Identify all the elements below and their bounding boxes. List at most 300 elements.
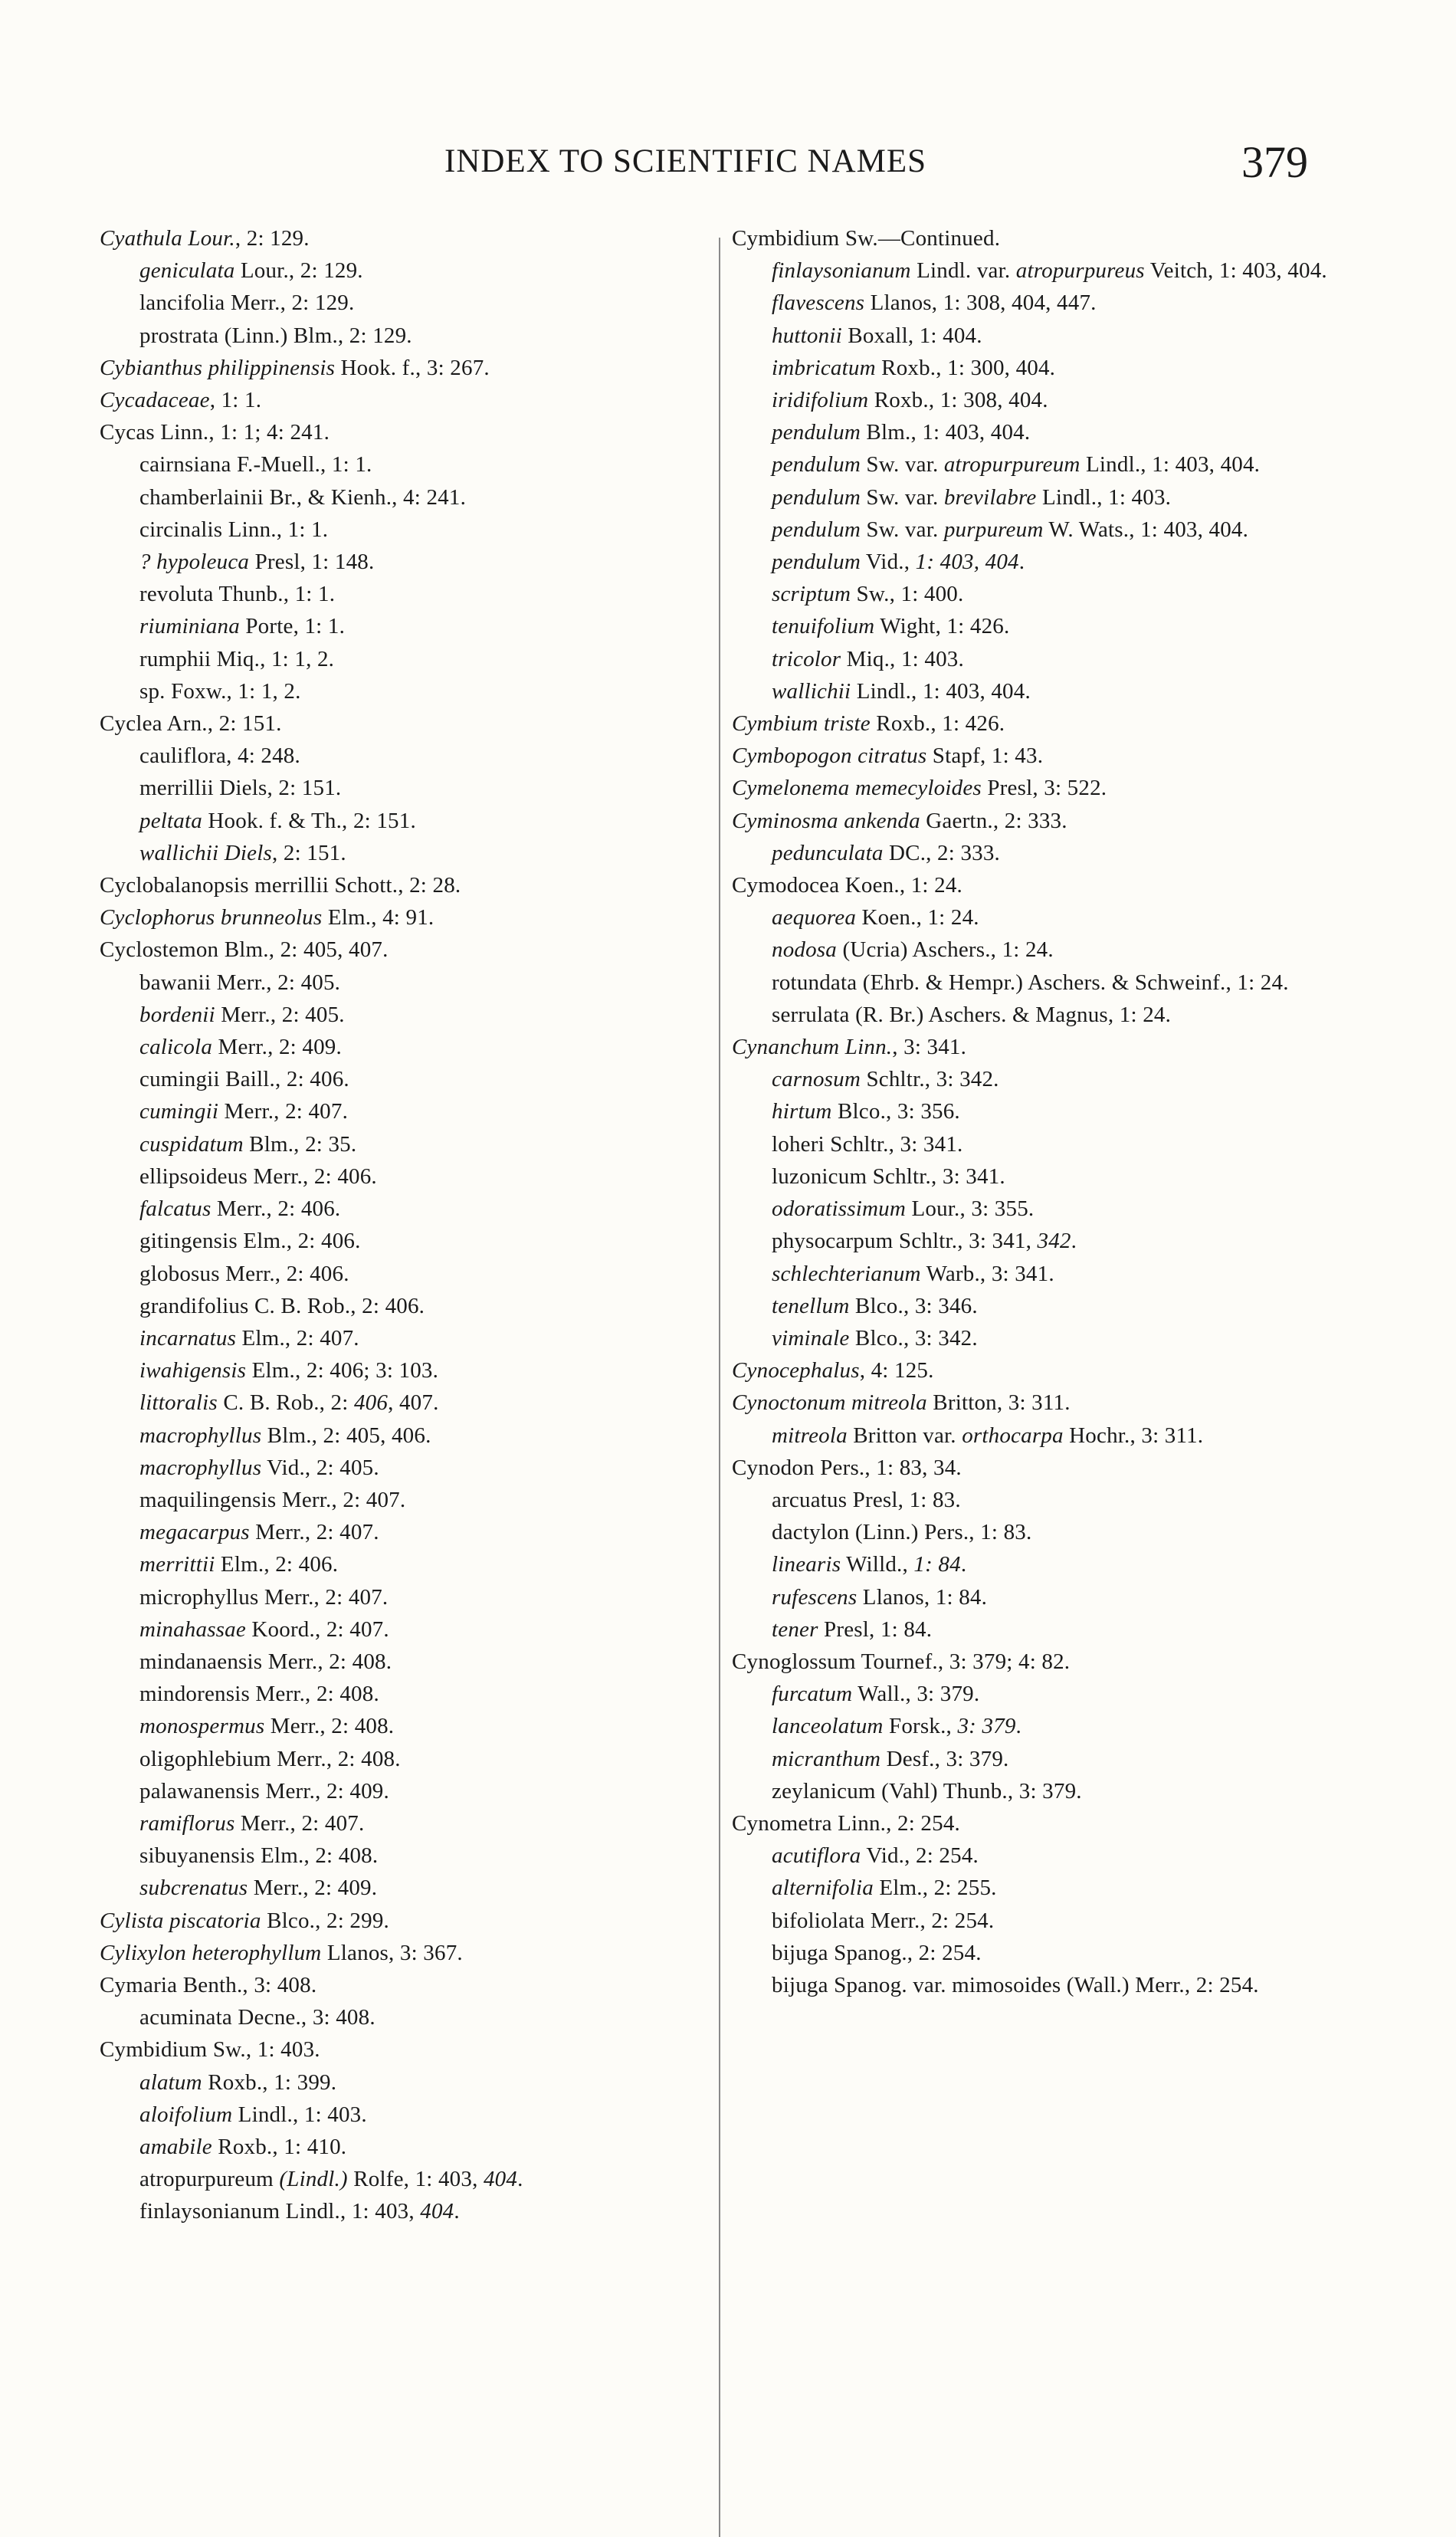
index-entry	[100, 901, 713, 934]
entry-text: DC., 2: 333.	[883, 840, 1001, 865]
index-subentry	[100, 1775, 713, 1807]
entry-text: Cylista piscatoria	[100, 1908, 261, 1933]
entry-text: Merr., 2: 409.	[212, 1035, 342, 1060]
entry-text: Cylixylon heterophyllum	[100, 1940, 322, 1965]
index-subentry	[732, 1840, 1345, 1872]
entry-text: Cynocephalus	[732, 1358, 860, 1383]
index-subentry	[732, 1872, 1345, 1904]
entry-text: odoratissimum	[772, 1196, 907, 1222]
entry-text: Cymodocea Koen., 1: 24.	[732, 873, 962, 898]
entry-text: geniculata	[139, 258, 235, 284]
index-subentry	[732, 934, 1345, 966]
entry-text: Blco., 2: 299.	[261, 1908, 389, 1933]
entry-text: merrillii Diels, 2: 151.	[139, 776, 342, 801]
entry-text: Lindl., 1: 403.	[232, 2102, 367, 2127]
index-subentry	[732, 1063, 1345, 1095]
entry-text: bijuga Spanog. var. mimosoides (Wall.) Merr., 2: 254.	[772, 1972, 1259, 1997]
entry-text: microphyllus Merr., 2: 407.	[139, 1584, 389, 1610]
entry-text: subcrenatus	[139, 1876, 248, 1901]
entry-text: Cynometra Linn., 2: 254.	[732, 1810, 960, 1836]
entry-text: loheri Schltr., 3: 341.	[772, 1131, 963, 1157]
entry-text: Wall., 3: 379.	[852, 1682, 980, 1707]
index-entry	[100, 707, 713, 740]
index-entry	[100, 934, 713, 966]
entry-text: acutiflora	[772, 1843, 861, 1869]
index-subentry	[100, 772, 713, 804]
entry-text: alatum	[139, 2069, 202, 2095]
index-entry	[100, 222, 713, 254]
index-subentry	[732, 448, 1345, 481]
index-subentry	[100, 967, 713, 999]
index-subentry	[732, 1225, 1345, 1257]
entry-text: scriptum	[772, 582, 851, 607]
index-subentry	[732, 610, 1345, 642]
entry-text: Sw. var.	[860, 484, 944, 510]
index-subentry	[100, 740, 713, 772]
index-entry	[100, 2033, 713, 2066]
entry-text: 342	[1037, 1229, 1071, 1254]
entry-text: Desf., 3: 379.	[880, 1746, 1009, 1771]
entry-text: , 407.	[388, 1390, 439, 1416]
entry-text: prostrata (Linn.) Blm., 2: 129.	[139, 323, 412, 348]
entry-text: , 1: 1.	[209, 388, 262, 413]
entry-text: calicola	[139, 1035, 213, 1060]
entry-text: Blco., 3: 356.	[831, 1099, 960, 1124]
entry-text: tricolor	[772, 646, 841, 671]
entry-text: tenellum	[772, 1293, 850, 1318]
index-subentry	[100, 1160, 713, 1193]
entry-text: Presl, 1: 148.	[249, 550, 375, 575]
index-subentry	[732, 287, 1345, 319]
entry-text: Blco., 3: 346.	[849, 1293, 978, 1318]
index-entry	[732, 707, 1345, 740]
entry-text: Merr., 2: 405.	[215, 1002, 345, 1027]
index-subentry	[732, 1258, 1345, 1290]
index-entry	[100, 1905, 713, 1937]
index-subentry	[100, 1710, 713, 1742]
entry-text: Forsk.,	[883, 1714, 958, 1739]
entry-text: Cymbopogon citratus	[732, 743, 927, 769]
entry-text: pedunculata	[772, 840, 884, 865]
index-subentry	[732, 1548, 1345, 1580]
entry-text: dactylon (Linn.) Pers., 1: 83.	[772, 1520, 1032, 1545]
entry-text: pendulum	[772, 550, 861, 575]
index-subentry	[100, 578, 713, 610]
entry-text: cumingii	[139, 1099, 219, 1124]
index-subentry	[100, 837, 713, 869]
entry-text: Vid., 2: 405.	[261, 1455, 379, 1480]
index-subentry	[100, 999, 713, 1031]
entry-text: Sw. var.	[860, 452, 944, 478]
index-entry	[732, 805, 1345, 837]
entry-text: , 3: 341.	[892, 1035, 967, 1060]
entry-text: Britton var.	[847, 1423, 962, 1448]
entry-text: atropurpureum	[943, 452, 1081, 478]
entry-text: Lindl., 1: 403.	[1036, 484, 1172, 510]
index-subentry	[100, 2195, 713, 2227]
entry-text: finlaysonianum	[772, 258, 911, 284]
index-entry	[732, 869, 1345, 901]
entry-text: Cynoctonum mitreola	[732, 1390, 927, 1416]
entry-text: bijuga Spanog., 2: 254.	[772, 1940, 982, 1965]
entry-text: zeylanicum (Vahl) Thunb., 3: 379.	[772, 1778, 1082, 1803]
entry-text: Blm., 2: 405, 406.	[261, 1423, 431, 1448]
entry-text: hirtum	[772, 1099, 832, 1124]
index-subentry	[100, 481, 713, 514]
index-subentry	[100, 320, 713, 352]
index-subentry	[100, 1581, 713, 1613]
entry-text: micranthum	[772, 1746, 881, 1771]
entry-text: grandifolius C. B. Rob., 2: 406.	[139, 1293, 425, 1318]
index-subentry	[100, 2099, 713, 2131]
index-subentry	[732, 384, 1345, 416]
entry-text: nodosa	[772, 937, 837, 963]
entry-text: flavescens	[772, 290, 865, 316]
entry-text: iwahigensis	[139, 1358, 247, 1383]
entry-text: carnosum	[772, 1067, 861, 1092]
entry-text: Cyclea Arn., 2: 151.	[100, 711, 282, 737]
entry-text: Miq., 1: 403.	[841, 646, 964, 671]
entry-text: sp. Foxw., 1: 1, 2.	[139, 678, 301, 704]
entry-text: Roxb., 1: 410.	[212, 2134, 347, 2159]
entry-text: .	[1018, 550, 1025, 575]
entry-text: cumingii Baill., 2: 406.	[139, 1067, 349, 1092]
index-subentry	[732, 578, 1345, 610]
index-subentry	[100, 254, 713, 287]
entry-text: Elm., 4: 91.	[322, 905, 435, 930]
index-subentry	[100, 1225, 713, 1257]
entry-text: Blm., 1: 403, 404.	[860, 420, 1031, 445]
entry-text: Cyathula	[100, 226, 182, 251]
running-title: INDEX TO SCIENTIFIC NAMES	[444, 143, 927, 179]
entry-text: gitingensis Elm., 2: 406.	[139, 1229, 361, 1254]
entry-text: Presl, 1: 84.	[818, 1616, 933, 1642]
index-subentry	[732, 837, 1345, 869]
entry-text: finlaysonianum Lindl., 1: 403,	[139, 2199, 421, 2224]
entry-text: Cymelonema memecyloides	[732, 776, 982, 801]
entry-text: Sw., 1: 400.	[851, 582, 964, 607]
index-column-right	[732, 222, 1345, 2001]
entry-text: tenuifolium	[772, 614, 875, 639]
index-subentry	[732, 967, 1345, 999]
index-subentry	[100, 1322, 713, 1354]
entry-text: tener	[772, 1616, 818, 1642]
entry-text: bordenii	[139, 1002, 215, 1027]
entry-text: Hook. f. & Th., 2: 151.	[202, 808, 416, 833]
page-number: 379	[1241, 137, 1308, 187]
entry-text: merrittii	[139, 1552, 215, 1577]
entry-text: (Lindl.)	[273, 2167, 348, 2192]
entry-text: Cynoglossum Tournef., 3: 379; 4: 82.	[732, 1649, 1071, 1674]
index-entry	[732, 772, 1345, 804]
index-subentry	[732, 1322, 1345, 1354]
entry-text: , 4: 125.	[859, 1358, 934, 1383]
index-subentry	[100, 1128, 713, 1160]
index-entry	[732, 1387, 1345, 1419]
entry-text: .	[517, 2167, 523, 2192]
index-subentry	[100, 1354, 713, 1387]
index-subentry	[732, 1937, 1345, 1969]
entry-text: Elm., 2: 255.	[873, 1876, 997, 1901]
entry-text: huttonii	[772, 323, 842, 348]
index-entry	[732, 1807, 1345, 1840]
index-subentry	[732, 1516, 1345, 1548]
entry-text: Willd.,	[841, 1552, 914, 1577]
entry-text: Rolfe, 1: 403,	[347, 2167, 484, 2192]
entry-text: Lour., 2: 129.	[234, 258, 363, 284]
entry-text: (Ucria) Aschers., 1: 24.	[837, 937, 1054, 963]
entry-text: Cyminosma ankenda	[732, 808, 920, 833]
entry-text: Lindl., 1: 403, 404.	[851, 678, 1031, 704]
entry-text: Elm., 2: 406.	[215, 1552, 339, 1577]
entry-text: 3: 379	[957, 1714, 1016, 1739]
index-subentry	[100, 1063, 713, 1095]
entry-text: Lour., 3: 355.	[906, 1196, 1035, 1222]
entry-text: maquilingensis Merr., 2: 407.	[139, 1487, 406, 1512]
entry-text: .	[1015, 1714, 1021, 1739]
index-subentry	[732, 1290, 1345, 1322]
index-subentry	[732, 1678, 1345, 1710]
entry-text: wallichii	[772, 678, 851, 704]
entry-text: Roxb., 1: 426.	[870, 711, 1005, 737]
index-subentry	[732, 1193, 1345, 1225]
index-subentry	[100, 1258, 713, 1290]
entry-text: pendulum	[772, 420, 861, 445]
entry-text: Koord., 2: 407.	[245, 1616, 389, 1642]
index-subentry	[100, 1031, 713, 1063]
entry-text: mitreola	[772, 1423, 848, 1448]
entry-text: W. Wats., 1: 403, 404.	[1043, 517, 1249, 542]
entry-text: Stapf, 1: 43.	[926, 743, 1044, 769]
index-subentry	[732, 352, 1345, 384]
entry-text: aloifolium	[139, 2102, 233, 2127]
entry-text: sibuyanensis Elm., 2: 408.	[139, 1843, 379, 1869]
entry-text: globosus Merr., 2: 406.	[139, 1261, 349, 1286]
index-subentry	[100, 1387, 713, 1419]
entry-text: amabile	[139, 2134, 212, 2159]
entry-text: pendulum	[772, 484, 861, 510]
entry-text: Hochr., 3: 311.	[1063, 1423, 1204, 1448]
entry-text: macrophyllus	[139, 1423, 262, 1448]
index-subentry	[100, 1548, 713, 1580]
index-subentry	[732, 320, 1345, 352]
index-subentry	[732, 1905, 1345, 1937]
entry-text: revoluta Thunb., 1: 1.	[139, 582, 336, 607]
entry-text: littoralis	[139, 1390, 218, 1416]
index-subentry	[100, 1484, 713, 1516]
entry-text: aequorea	[772, 905, 857, 930]
index-entry	[732, 1452, 1345, 1484]
entry-text: rumphii Miq., 1: 1, 2.	[139, 646, 335, 671]
entry-text: rufescens	[772, 1584, 858, 1610]
index-subentry	[732, 1419, 1345, 1452]
index-subentry	[732, 1613, 1345, 1646]
index-subentry	[100, 1807, 713, 1840]
entry-text: atropurpureum	[139, 2167, 274, 2192]
entry-text: Blco., 3: 342.	[849, 1325, 978, 1351]
entry-text: cairnsiana F.-Muell., 1: 1.	[139, 452, 372, 478]
index-subentry	[100, 1290, 713, 1322]
index-subentry	[732, 546, 1345, 578]
entry-text: Cynodon Pers., 1: 83, 34.	[732, 1455, 962, 1480]
index-entry	[732, 1031, 1345, 1063]
entry-text: Sw. var.	[860, 517, 944, 542]
entry-text: Cyclobalanopsis merrillii Schott., 2: 28.	[100, 873, 461, 898]
index-subentry	[732, 1581, 1345, 1613]
entry-text: Roxb., 1: 399.	[202, 2069, 337, 2095]
index-entry	[732, 1646, 1345, 1678]
entry-text: palawanensis Merr., 2: 409.	[139, 1778, 389, 1803]
index-entry	[100, 416, 713, 448]
entry-text: linearis	[772, 1552, 841, 1577]
entry-text: Vid., 2: 254.	[861, 1843, 979, 1869]
entry-text: atropurpureus	[1015, 258, 1145, 284]
index-subentry	[100, 2131, 713, 2163]
entry-text: wallichii Diels	[139, 840, 272, 865]
entry-text: alternifolia	[772, 1876, 874, 1901]
entry-text: Cymaria Benth., 3: 408.	[100, 1972, 317, 1997]
entry-text: oligophlebium Merr., 2: 408.	[139, 1746, 401, 1771]
entry-text: Vid.,	[860, 550, 916, 575]
entry-text: C. B. Rob., 2:	[217, 1390, 354, 1416]
entry-text: ? hypoleuca	[139, 550, 250, 575]
entry-text: Elm., 2: 406; 3: 103.	[246, 1358, 439, 1383]
entry-text: Roxb., 1: 308, 404.	[868, 388, 1048, 413]
entry-text: chamberlainii Br., & Kienh., 4: 241.	[139, 484, 467, 510]
entry-text: Merr., 2: 409.	[248, 1876, 378, 1901]
index-subentry	[732, 1160, 1345, 1193]
entry-text: acuminata Decne., 3: 408.	[139, 2005, 375, 2030]
index-subentry	[100, 1840, 713, 1872]
entry-text: Merr., 2: 407.	[249, 1520, 379, 1545]
index-subentry	[732, 1095, 1345, 1127]
entry-text: Cyclophorus brunneolus	[100, 905, 323, 930]
index-subentry	[100, 805, 713, 837]
entry-text: .	[454, 2199, 460, 2224]
entry-text: Lindl., 1: 403, 404.	[1080, 452, 1261, 478]
entry-text: Porte, 1: 1.	[239, 614, 346, 639]
entry-text: Lindl. var.	[910, 258, 1016, 284]
entry-text: Llanos, 1: 84.	[857, 1584, 988, 1610]
index-subentry	[100, 675, 713, 707]
index-subentry	[100, 1872, 713, 1904]
entry-text: bifoliolata Merr., 2: 254.	[772, 1908, 995, 1933]
entry-text: Schltr., 3: 342.	[861, 1067, 999, 1092]
entry-text: 1: 403, 404	[915, 550, 1019, 575]
index-entry	[100, 384, 713, 416]
entry-text: ellipsoideus Merr., 2: 406.	[139, 1163, 377, 1189]
entry-text: 406	[353, 1390, 389, 1416]
entry-text: , 2: 129.	[234, 226, 310, 251]
index-subentry	[732, 1775, 1345, 1807]
entry-text: imbricatum	[772, 355, 876, 380]
index-entry	[100, 869, 713, 901]
entry-text: Merr., 2: 406.	[211, 1196, 341, 1222]
index-subentry	[732, 901, 1345, 934]
index-subentry	[100, 1419, 713, 1452]
entry-text: Gaertn., 2: 333.	[920, 808, 1067, 833]
entry-text: physocarpum Schltr., 3: 341,	[772, 1229, 1038, 1254]
entry-text: Koen., 1: 24.	[856, 905, 979, 930]
entry-text: Llanos, 1: 308, 404, 447.	[864, 290, 1097, 316]
entry-text: monospermus	[139, 1714, 265, 1739]
index-subentry	[100, 643, 713, 675]
entry-text: viminale	[772, 1325, 850, 1351]
index-subentry	[100, 1678, 713, 1710]
index-subentry	[732, 1484, 1345, 1516]
index-subentry	[732, 254, 1345, 287]
entry-text: Elm., 2: 407.	[236, 1325, 359, 1351]
entry-text: rotundata (Ehrb. & Hempr.) Aschers. & Schweinf., 1: 24.	[772, 970, 1289, 995]
entry-text: Merr., 2: 408.	[264, 1714, 395, 1739]
index-subentry	[100, 1613, 713, 1646]
index-subentry	[732, 514, 1345, 546]
index-subentry	[100, 610, 713, 642]
entry-text: macrophyllus	[139, 1455, 262, 1480]
entry-text: bawanii Merr., 2: 405.	[139, 970, 341, 995]
index-subentry	[100, 2163, 713, 2195]
index-subentry	[100, 1646, 713, 1678]
entry-text: 404	[420, 2199, 454, 2224]
index-subentry	[732, 416, 1345, 448]
entry-text: mindanaensis Merr., 2: 408.	[139, 1649, 392, 1674]
entry-text: arcuatus Presl, 1: 83.	[772, 1487, 961, 1512]
entry-text: Hook. f., 3: 267.	[335, 355, 490, 380]
entry-text: Cymbium triste	[732, 711, 871, 737]
entry-text: minahassae	[139, 1616, 246, 1642]
entry-text: peltata	[139, 808, 202, 833]
entry-text: Veitch, 1: 403, 404.	[1144, 258, 1327, 284]
index-entry	[100, 1937, 713, 1969]
entry-text: Cyclostemon Blm., 2: 405, 407.	[100, 937, 389, 963]
entry-text: , 2: 151.	[271, 840, 346, 865]
index-subentry	[100, 514, 713, 546]
entry-text: luzonicum Schltr., 3: 341.	[772, 1163, 1005, 1189]
entry-text: furcatum	[772, 1682, 853, 1707]
entry-text: falcatus	[139, 1196, 212, 1222]
entry-text: brevilabre	[943, 484, 1037, 510]
column-divider	[719, 238, 720, 2537]
entry-text: iridifolium	[772, 388, 869, 413]
index-subentry	[100, 1516, 713, 1548]
entry-text: Cycadaceae	[100, 388, 210, 413]
entry-text: purpureum	[943, 517, 1044, 542]
entry-text: Cybianthus philippinensis	[100, 355, 336, 380]
entry-text: .	[960, 1552, 967, 1577]
index-subentry	[732, 1743, 1345, 1775]
index-entry	[732, 740, 1345, 772]
index-subentry	[100, 2001, 713, 2033]
index-subentry	[100, 448, 713, 481]
index-column-left	[100, 222, 713, 2228]
index-subentry	[100, 1193, 713, 1225]
entry-text: Blm., 2: 35.	[243, 1131, 357, 1157]
entry-text: Boxall, 1: 404.	[841, 323, 982, 348]
entry-text: 1: 84	[913, 1552, 961, 1577]
index-entry	[100, 1969, 713, 2001]
entry-text: schlechterianum	[772, 1261, 921, 1286]
index-subentry	[732, 675, 1345, 707]
index-subentry	[732, 1128, 1345, 1160]
entry-text: Merr., 2: 407.	[234, 1810, 365, 1836]
entry-text: cuspidatum	[139, 1131, 244, 1157]
index-subentry	[732, 1710, 1345, 1742]
entry-text: Lour.	[182, 226, 235, 251]
index-subentry	[100, 1743, 713, 1775]
entry-text: Cycas Linn., 1: 1; 4: 241.	[100, 420, 330, 445]
entry-text: riuminiana	[139, 614, 240, 639]
index-entry	[100, 352, 713, 384]
